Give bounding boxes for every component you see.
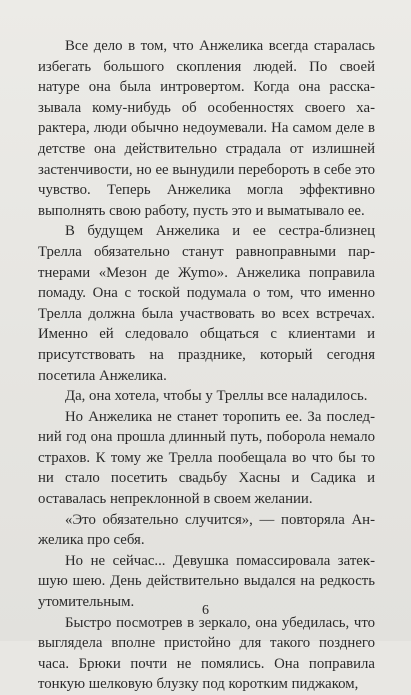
paragraph-6: Но не сейчас... Девушка помассировала затекшую шею. День действительно выдался на редкость утомительным.	[38, 552, 375, 611]
paragraph-1: Все дело в том, что Анжелика всегда старалась избегать большого скопления людей. По своей натуре она была интровертом. Когда она рассказывала кому-нибудь об особенностях своего характера, люди обычно недоумевали. На самом деле в детстве она действительно страдала от излишней застенчивости, но ее вынудили перебороть в себе это чувство. Теперь Анжелика могла эффективно выполнять свою работу, пусть это и выматывало ее.	[38, 38, 375, 219]
paragraph-4: Но Анжелика не станет торопить ее. За последний год она прошла длинный путь, поборола немало страхов. К тому же Трелла пообещала во что бы то ни стало посетить свадьбу Хасны и Садика и оставалась непреклонной в своем желании.	[38, 408, 375, 508]
paragraph-7: Быстро посмотрев в зеркало, она убедилась, что выглядела вполне пристойно для такого позднего часа. Брюки почти не помялись. Она поправила тонкую шелковую блузку под коротким пиджаком,	[38, 614, 375, 693]
body-text	[38, 36, 375, 695]
paragraph-2: В будущем Анжелика и ее сестра-близнец Трелла обязательно станут равноправными партнерами «Мезон де Жуmo». Анжелика поправила помаду. Она с тоской подумала о том, что именно Трелла должна была участвовать во всех встречах. Именно ей следовало общаться с клиентами и присутствовать на празднике, который сегодня посетила Анжелика.	[38, 223, 375, 384]
paragraph-3: Да, она хотела, чтобы у Треллы все наладилось.	[65, 388, 368, 405]
page-number: 6	[202, 603, 209, 618]
paragraph-5: «Это обязательно случится», — повторяла Анжелика про себя.	[38, 511, 375, 549]
